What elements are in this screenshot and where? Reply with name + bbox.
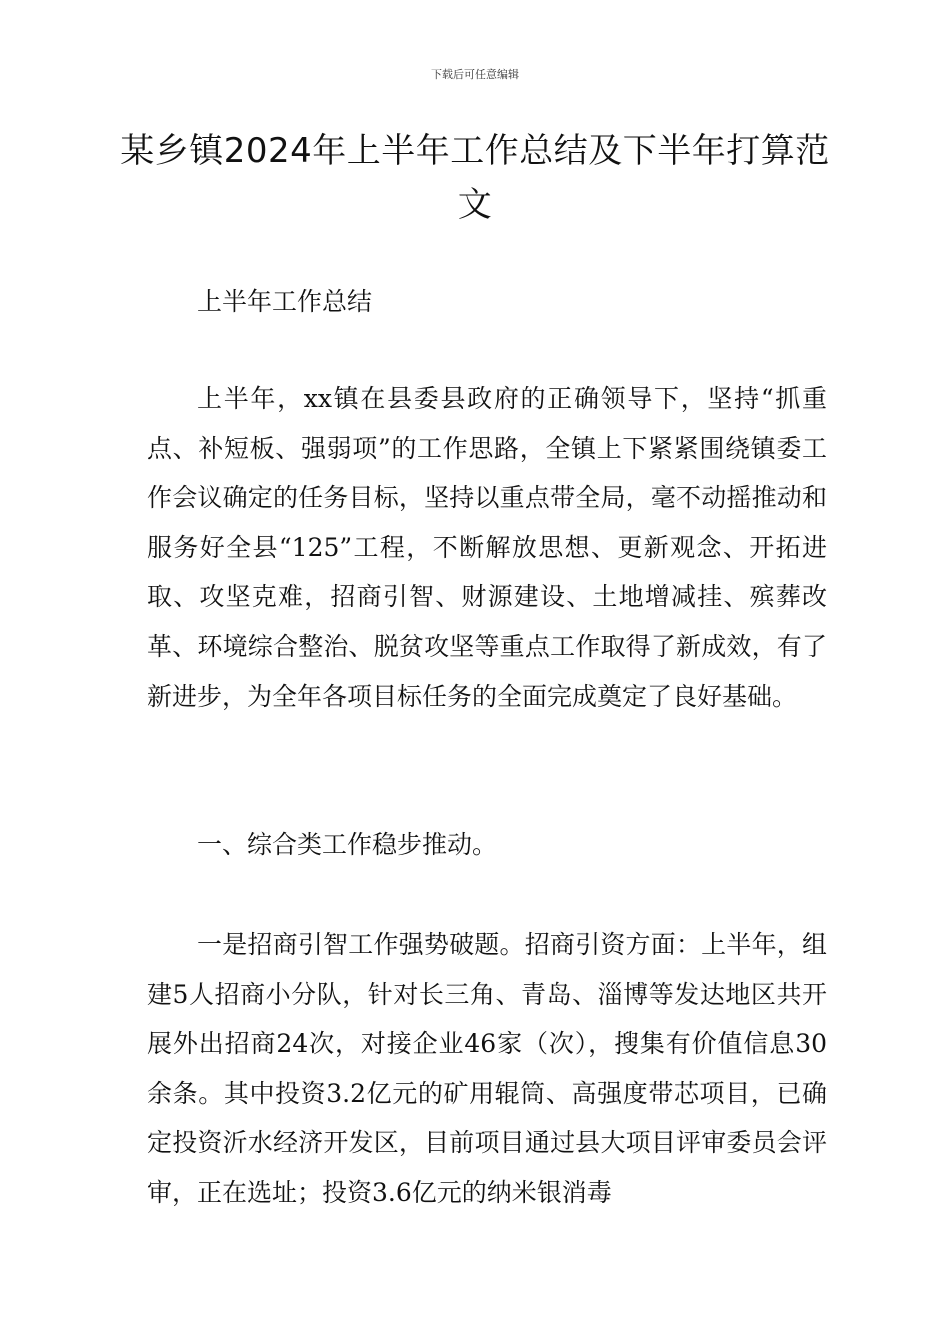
paragraph-investment: 一是招商引智工作强势破题。招商引资方面：上半年，组建5人招商小分队，针对长三角、青岛、淄博等发达地区共开展外出招商24次，对接企业46家（次），搜集有价值信息30余条。其中投资3.2亿元的矿用辊筒、高强度带芯项目，已确定投资沂水经济开发区，目前项目通过县大项目评审委员会评审，正在选址；投资3.6亿元的纳米银消毒 bbox=[147, 930, 827, 1207]
section-heading-summary: 上半年工作总结 bbox=[197, 287, 373, 316]
section-heading-one: 一、综合类工作稳步推动。 bbox=[197, 830, 498, 859]
header-note: 下载后可任意编辑 bbox=[431, 68, 519, 81]
paragraph-intro: 上半年，xx镇在县委县政府的正确领导下，坚持“抓重点、补短板、强弱项”的工作思路，全镇上下紧紧围绕镇委工作会议确定的任务目标，坚持以重点带全局，毫不动摇推动和服务好全县“125”工程，不断解放思想、更新观念、开拓进取、攻坚克难，招商引智、财源建设、土地增减挂、殡葬改革、环境综合整治、脱贫攻坚等重点工作取得了新成效，有了新进步，为全年各项目标任务的全面完成奠定了良好基础。 bbox=[147, 384, 827, 711]
document-title: 某乡镇2024年上半年工作总结及下半年打算范文 bbox=[120, 131, 830, 225]
